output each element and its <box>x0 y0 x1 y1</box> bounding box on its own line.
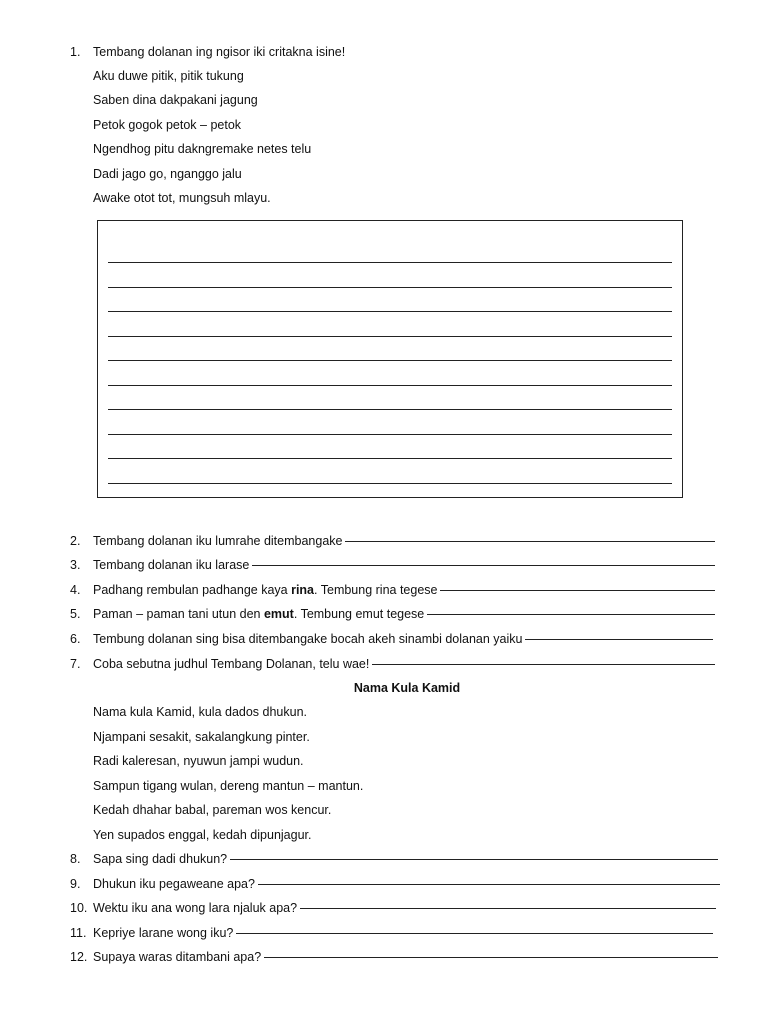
question-number-9: 9. <box>70 877 81 891</box>
answer-blank[interactable] <box>427 614 715 615</box>
question-number-10: 10. <box>70 901 88 915</box>
question-number-7: 7. <box>70 657 81 671</box>
question-2-text: Tembang dolanan iku lumrahe ditembangake <box>93 534 343 548</box>
question-number-2: 2. <box>70 534 81 548</box>
answer-line[interactable] <box>108 360 672 361</box>
poem-line: Yen supados enggal, kedah dipunjagur. <box>93 828 312 842</box>
question-7-text: Coba sebutna judhul Tembang Dolanan, telu wae! <box>93 657 370 671</box>
poem-line: Njampani sesakit, sakalangkung pinter. <box>93 730 310 744</box>
question-11 <box>93 925 713 941</box>
question-2 <box>93 533 715 549</box>
question-10-text: Wektu iku ana wong lara njaluk apa? <box>93 901 298 915</box>
answer-blank[interactable] <box>230 859 718 860</box>
answer-blank[interactable] <box>236 933 713 934</box>
question-12-text: Supaya waras ditambani apa? <box>93 950 262 964</box>
question-5-text <box>93 606 424 622</box>
answer-blank[interactable] <box>372 664 715 665</box>
question-number-6: 6. <box>70 632 81 646</box>
poem-line: Saben dina dakpakani jagung <box>93 93 258 107</box>
question-5-keyword: emut <box>263 607 294 621</box>
question-3-text: Tembang dolanan iku larase <box>93 558 250 572</box>
question-number-8: 8. <box>70 852 81 866</box>
poem-line: Aku duwe pitik, pitik tukung <box>93 69 244 83</box>
question-3 <box>93 557 715 573</box>
answer-line[interactable] <box>108 458 672 459</box>
answer-line[interactable] <box>108 409 672 410</box>
answer-blank[interactable] <box>300 908 716 909</box>
question-number-11: 11. <box>70 926 87 940</box>
answer-line[interactable] <box>108 287 672 288</box>
answer-blank[interactable] <box>525 639 713 640</box>
answer-blank[interactable] <box>440 590 715 591</box>
question-6-text: Tembung dolanan sing bisa ditembangake bocah akeh sinambi dolanan yaiku <box>93 632 523 646</box>
answer-line[interactable] <box>108 434 672 435</box>
answer-line[interactable] <box>108 483 672 484</box>
poem-line: Kedah dhahar babal, pareman wos kencur. <box>93 803 332 817</box>
question-4-text <box>93 582 437 598</box>
answer-blank[interactable] <box>252 565 715 566</box>
question-8-text: Sapa sing dadi dhukun? <box>93 852 228 866</box>
poem-line: Sampun tigang wulan, dereng mantun – mantun. <box>93 779 364 793</box>
question-number-1: 1. <box>70 45 81 59</box>
answer-blank[interactable] <box>264 957 718 958</box>
answer-line[interactable] <box>108 385 672 386</box>
question-number-3: 3. <box>70 558 81 572</box>
answer-line[interactable] <box>108 311 672 312</box>
question-5-text-pre: Paman – paman tani utun den <box>93 607 264 621</box>
poem-line: Awake otot tot, mungsuh mlayu. <box>93 191 271 205</box>
poem-line: Ngendhog pitu dakngremake netes telu <box>93 142 312 156</box>
answer-line[interactable] <box>108 262 672 263</box>
question-4-keyword: rina <box>291 583 315 597</box>
poem-line: Radi kaleresan, nyuwun jampi wudun. <box>93 754 304 768</box>
question-12 <box>93 949 718 965</box>
question-10 <box>93 900 716 916</box>
question-8 <box>93 851 718 867</box>
poem-line: Nama kula Kamid, kula dados dhukun. <box>93 705 308 719</box>
question-4-text-post: . Tembung rina tegese <box>314 583 438 597</box>
question-5 <box>93 606 715 622</box>
question-9 <box>93 876 720 892</box>
question-4-text-pre: Padhang rembulan padhange kaya <box>93 583 292 597</box>
question-number-5: 5. <box>70 607 81 621</box>
question-4 <box>93 582 715 598</box>
answer-blank[interactable] <box>258 884 720 885</box>
question-11-text: Kepriye larane wong iku? <box>93 926 234 940</box>
poem-line: Dadi jago go, nganggo jalu <box>93 167 242 181</box>
answer-line[interactable] <box>108 336 672 337</box>
question-6 <box>93 631 713 647</box>
question-number-12: 12. <box>70 950 88 964</box>
question-number-4: 4. <box>70 583 81 597</box>
question-5-text-post: . Tembung emut tegese <box>293 607 425 621</box>
answer-box[interactable] <box>97 220 683 498</box>
poem-line: Petok gogok petok – petok <box>93 118 242 132</box>
question-7 <box>93 656 715 672</box>
answer-blank[interactable] <box>345 541 715 542</box>
question-1-prompt: Tembang dolanan ing ngisor iki critakna isine! <box>93 45 346 59</box>
question-9-text: Dhukun iku pegaweane apa? <box>93 877 255 891</box>
poem-title: Nama Kula Kamid <box>353 681 461 695</box>
